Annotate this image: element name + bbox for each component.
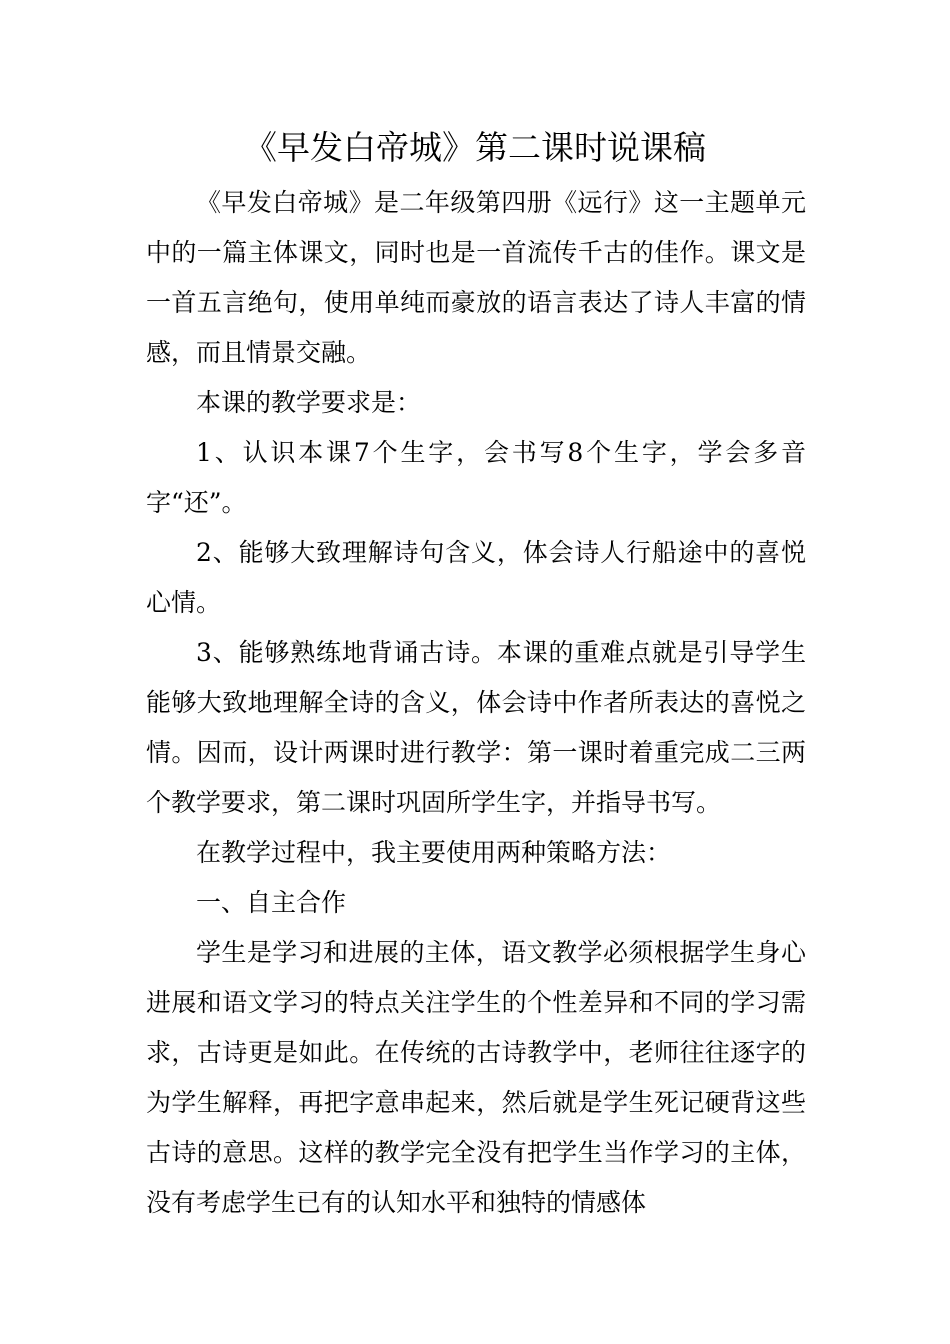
paragraph-requirements-heading: 本课的教学要求是： bbox=[196, 388, 422, 417]
document-title: 《早发白帝城》第二课时说课稿 bbox=[244, 128, 706, 167]
paragraph-section-body: 学生是学习和进展的主体，语文教学必须根据学生身心进展和语文学习的特点关注学生的个性差异和不同的学习需求，古诗更是如此。在传统的古诗教学中，老师往往逐字的为学生解释，再把字意串起来，然后就是学生死记硬背这些古诗的意思。这样的教学完全没有把学生当作学习的主体，没有考虑学生已有的认知水平和独特的情感体 bbox=[146, 938, 806, 1217]
document-body bbox=[146, 178, 806, 1228]
paragraph-requirement-1: 1、认识本课7个生字，会书写8个生字，学会多音字“还”。 bbox=[146, 438, 806, 517]
paragraph-strategies-heading: 在教学过程中，我主要使用两种策略方法： bbox=[196, 838, 672, 867]
paragraph-requirement-3: 3、能够熟练地背诵古诗。本课的重难点就是引导学生能够大致地理解全诗的含义，体会诗中作者所表达的喜悦之情。因而，设计两课时进行教学：第一课时着重完成二三两个教学要求，第二课时巩固所学生字，并指导书写。 bbox=[146, 638, 806, 817]
paragraph-section-heading: 一、自主合作 bbox=[196, 888, 347, 917]
paragraph-intro: 《早发白帝城》是二年级第四册《远行》这一主题单元中的一篇主体课文，同时也是一首流传千古的佳作。课文是一首五言绝句，使用单纯而豪放的语言表达了诗人丰富的情感，而且情景交融。 bbox=[146, 188, 806, 367]
paragraph-requirement-2: 2、能够大致理解诗句含义，体会诗人行船途中的喜悦心情。 bbox=[146, 538, 806, 617]
